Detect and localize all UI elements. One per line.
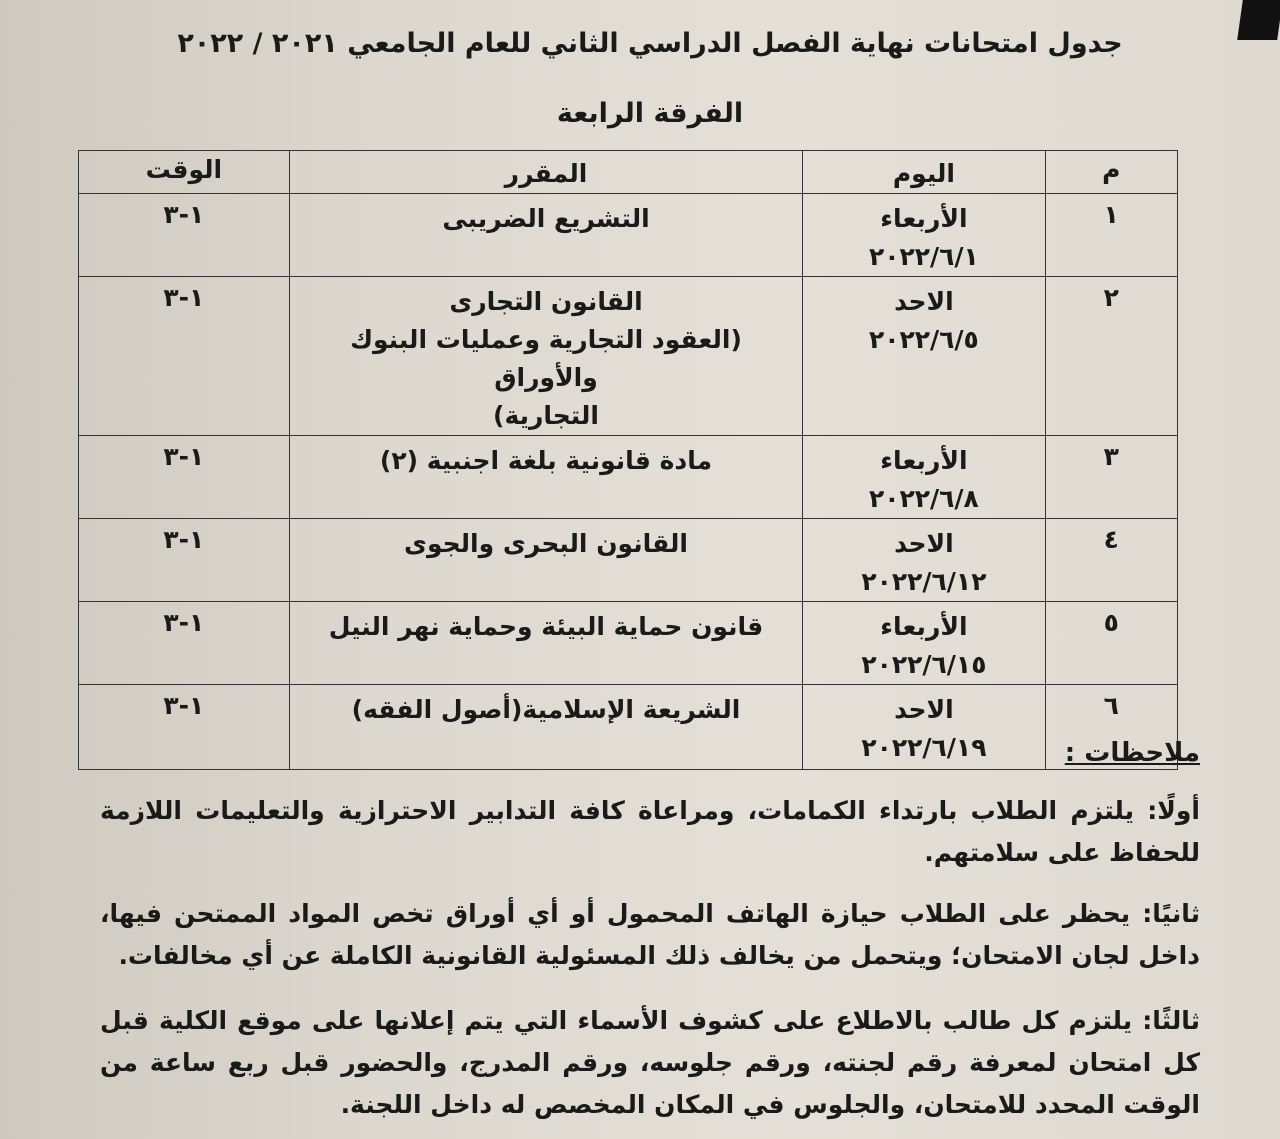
row-day-cell	[803, 194, 1045, 277]
row-course-cell	[289, 277, 803, 436]
row-course-cell	[289, 685, 803, 770]
row-time: ١-٣	[79, 519, 290, 602]
row-number: ٣	[1045, 436, 1177, 519]
row-number: ٤	[1045, 519, 1177, 602]
row-day: الأربعاء	[880, 612, 968, 641]
row-time: ١-٣	[79, 194, 290, 277]
row-date: ٢٠٢٢/٦/١	[869, 242, 979, 271]
row-day: الاحد	[894, 529, 954, 558]
row-day-cell	[803, 685, 1045, 770]
header-day: اليوم	[803, 151, 1045, 194]
row-date: ٢٠٢٢/٦/٨	[869, 484, 979, 513]
table-row	[79, 194, 1178, 277]
row-time: ١-٣	[79, 602, 290, 685]
note-second: ثانيًا: يحظر على الطلاب حيازة الهاتف المحمول أو أي أوراق تخص المواد الممتحن فيها، داخل لجان الامتحان؛ ويتحمل من يخالف ذلك المسئولية القانونية الكاملة عن أي مخالفات.	[100, 899, 1200, 970]
row-course: القانون البحرى والجوى	[404, 529, 688, 558]
document-subtitle: الفرقة الرابعة	[556, 98, 744, 129]
note-third: ثالثًا: يلتزم كل طالب بالاطلاع على كشوف الأسماء التي يتم إعلانها على موقع الكلية قبل كل امتحان لمعرفة رقم لجنته، ورقم جلوسه، ورقم المدرج، والحضور قبل ربع ساعة من الوقت المحدد للامتحان، والجلوس في المكان المخصص له داخل اللجنة.	[100, 1006, 1200, 1119]
row-day-cell	[803, 277, 1045, 436]
row-course: التشريع الضريبى	[442, 204, 650, 233]
table-header-row	[79, 151, 1178, 194]
row-time: ١-٣	[79, 436, 290, 519]
row-number: ٦	[1045, 685, 1177, 770]
row-date: ٢٠٢٢/٦/٥	[869, 325, 979, 354]
row-number: ١	[1045, 194, 1177, 277]
row-course-line3: التجارية)	[493, 401, 599, 430]
row-day-cell	[803, 436, 1045, 519]
row-day: الاحد	[894, 287, 954, 316]
row-course: مادة قانونية بلغة اجنبية (٢)	[379, 446, 713, 475]
row-course-cell	[289, 602, 803, 685]
row-day-cell	[803, 602, 1045, 685]
row-course: القانون التجارى	[449, 287, 643, 316]
row-date: ٢٠٢٢/٦/١٥	[861, 650, 987, 679]
row-day: الأربعاء	[880, 204, 968, 233]
table-row	[79, 277, 1178, 436]
table-row	[79, 685, 1178, 770]
table-row	[79, 436, 1178, 519]
row-day: الأربعاء	[880, 446, 968, 475]
table-row	[79, 602, 1178, 685]
row-time: ١-٣	[79, 685, 290, 770]
row-course: الشريعة الإسلامية(أصول الفقه)	[351, 695, 741, 724]
row-time: ١-٣	[79, 277, 290, 436]
header-course: المقرر	[289, 151, 803, 194]
page-corner-shadow	[1237, 0, 1280, 40]
row-day-cell	[803, 519, 1045, 602]
note-first: أولًا: يلتزم الطلاب بارتداء الكمامات، ومراعاة كافة التدابير الاحترازية والتعليمات اللازمة للحفاظ على سلامتهم.	[100, 796, 1200, 867]
row-course-cell	[289, 519, 803, 602]
notes-heading: ملاحظات :	[1064, 738, 1200, 768]
document-title: جدول امتحانات نهاية الفصل الدراسي الثاني للعام الجامعي ٢٠٢١ / ٢٠٢٢	[177, 28, 1123, 59]
table-row	[79, 519, 1178, 602]
row-date: ٢٠٢٢/٦/١٩	[861, 733, 987, 762]
row-course-cell	[289, 194, 803, 277]
row-number: ٢	[1045, 277, 1177, 436]
row-course: قانون حماية البيئة وحماية نهر النيل	[328, 612, 764, 641]
row-date: ٢٠٢٢/٦/١٢	[861, 567, 987, 596]
header-number: م	[1045, 151, 1177, 194]
row-day: الاحد	[894, 695, 954, 724]
header-time: الوقت	[79, 151, 290, 194]
row-course-line2: (العقود التجارية وعمليات البنوك والأوراق	[350, 325, 742, 392]
row-number: ٥	[1045, 602, 1177, 685]
row-course-cell	[289, 436, 803, 519]
exam-schedule-table	[78, 150, 1178, 770]
